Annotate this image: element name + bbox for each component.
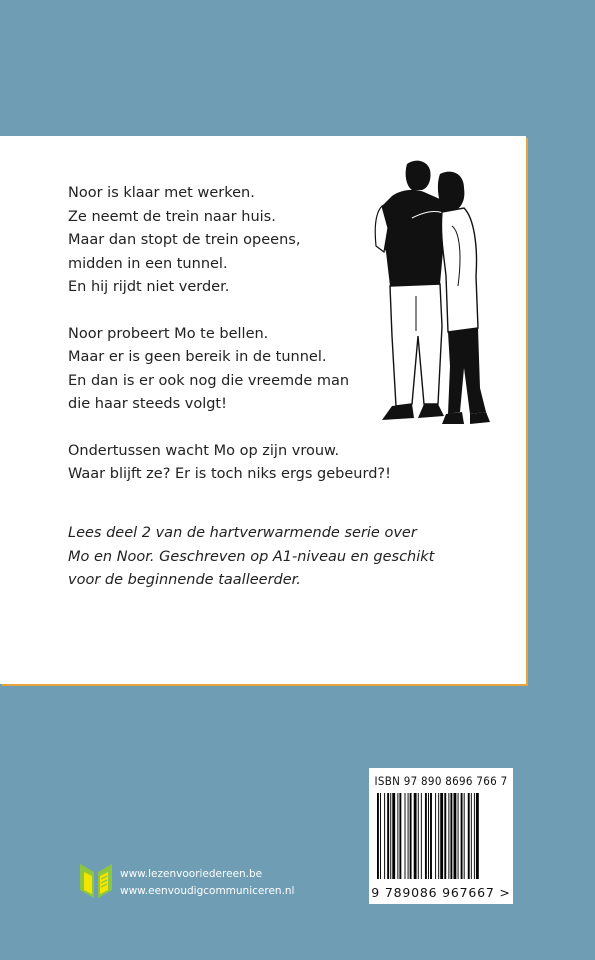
isbn-label: ISBN 97 890 8696 766 7: [374, 774, 508, 788]
story-line: Maar dan stopt de trein opeens,: [68, 232, 301, 248]
publisher-links: [120, 866, 294, 900]
story-line: Noor probeert Mo te bellen.: [68, 325, 269, 342]
ean-digits: 9 789086 967667 >: [371, 885, 511, 900]
barcode-icon: [377, 793, 505, 879]
series-blurb: [68, 522, 488, 593]
story-line: En hij rijdt niet verder.: [68, 279, 230, 295]
website-link-lezenvooriedereen[interactable]: www.lezenvooriedereen.be: [120, 868, 263, 880]
story-line: Maar er is geen bereik in de tunnel.: [68, 349, 327, 365]
blurb-line: voor de beginnende taalleerder.: [68, 572, 301, 588]
story-line: En dan is er ook nog die vreemde man: [68, 372, 350, 389]
paragraph-3: [68, 440, 408, 487]
text-panel: [0, 136, 526, 684]
blurb-line: Mo en Noor. Geschreven op A1-niveau en geschikt: [68, 548, 435, 565]
story-line: Ondertussen wacht Mo op zijn vrouw.: [68, 442, 340, 459]
story-line: Waar blijft ze? Er is toch niks ergs gebeurd?!: [68, 466, 391, 482]
story-line: midden in een tunnel.: [68, 255, 228, 272]
story-line: die haar steeds volgt!: [68, 396, 227, 412]
book-logo-icon: [78, 862, 114, 900]
barcode-panel: [369, 768, 513, 904]
blurb-line: Lees deel 2 van de hartverwarmende serie over: [68, 525, 417, 541]
couple-hugging-illustration: [352, 156, 497, 431]
story-line: Noor is klaar met werken.: [68, 185, 255, 201]
website-link-eenvoudigcommuniceren[interactable]: www.eenvoudigcommuniceren.nl: [120, 885, 295, 897]
story-line: Ze neemt de trein naar huis.: [68, 208, 276, 225]
